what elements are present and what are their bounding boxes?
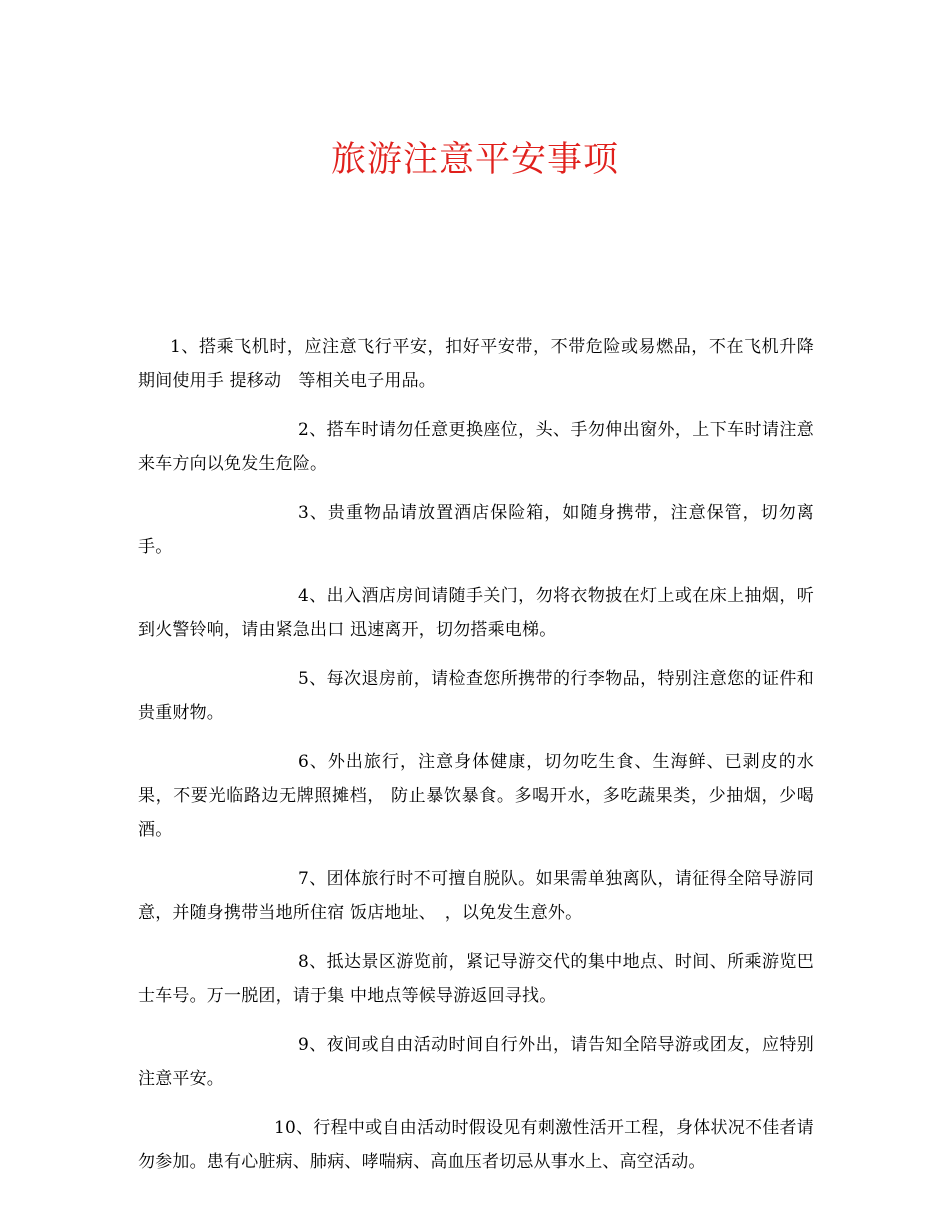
list-item: 3、贵重物品请放置酒店保险箱，如随身携带，注意保管，切勿离手。 [138,503,814,557]
list-item: 1、搭乘飞机时，应注意飞行平安，扣好平安带，不带危险或易燃品，不在飞机升降期间使用手 提移动 等相关电子用品。 [138,337,814,391]
document-body [138,330,814,1194]
list-item: 9、夜间或自由活动时间自行外出，请告知全陪导游或团友，应特别注意平安。 [138,1035,814,1089]
list-item: 2、搭车时请勿任意更换座位，头、手勿伸出窗外，上下车时请注意来车方向以免发生危险。 [138,420,814,474]
list-item: 7、团体旅行时不可擅自脱队。如果需单独离队，请征得全陪导游同意，并随身携带当地所住宿 饭店地址、 ，以免发生意外。 [138,869,814,923]
list-item: 5、每次退房前，请检查您所携带的行李物品，特别注意您的证件和贵重财物。 [138,669,814,723]
list-item: 10、行程中或自由活动时假设见有刺激性活开工程，身体状况不佳者请勿参加。患有心脏病、肺病、哮喘病、高血压者切忌从事水上、高空活动。 [138,1118,814,1172]
list-item: 6、外出旅行，注意身体健康，切勿吃生食、生海鲜、已剥皮的水果，不要光临路边无牌照摊档， 防止暴饮暴食。多喝开水，多吃蔬果类，少抽烟，少喝酒。 [138,752,814,840]
page-title: 旅游注意平安事项 [330,140,619,180]
list-item: 8、抵达景区游览前，紧记导游交代的集中地点、时间、所乘游览巴士车号。万一脱团，请于集 中地点等候导游返回寻找。 [138,952,814,1006]
list-item: 4、出入酒店房间请随手关门，勿将衣物披在灯上或在床上抽烟，听到火警铃响，请由紧急出口 迅速离开，切勿搭乘电梯。 [138,586,814,640]
